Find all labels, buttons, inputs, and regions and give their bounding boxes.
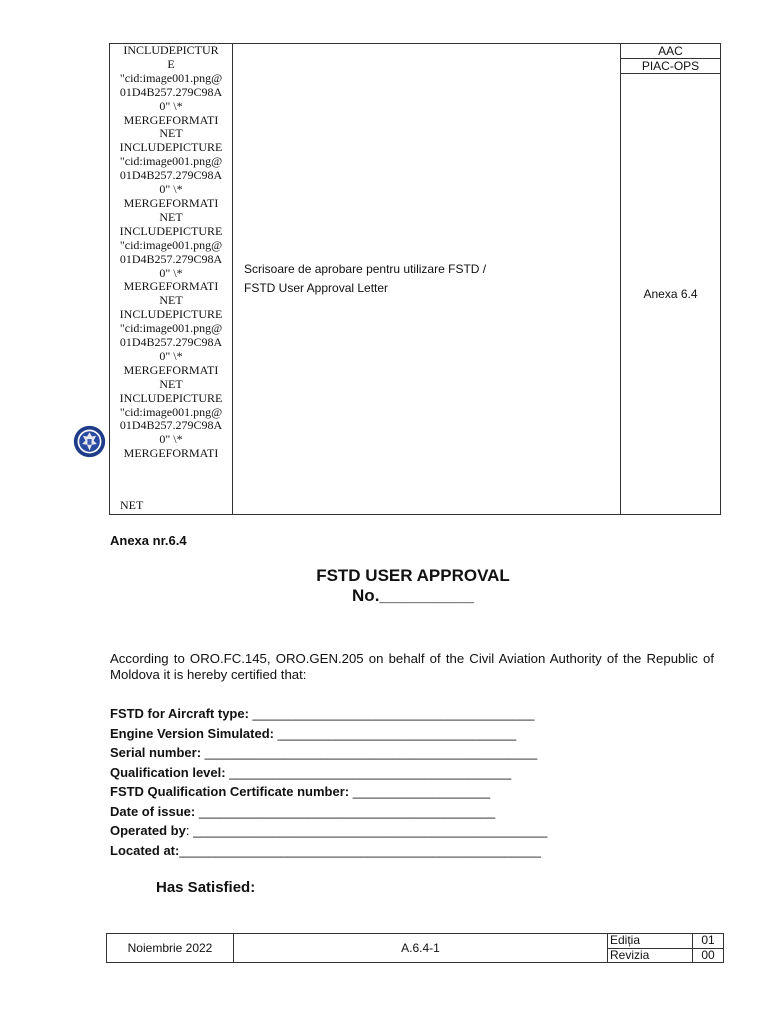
document-title-cell	[233, 44, 621, 515]
org-code: AAC	[621, 44, 721, 59]
intro-paragraph: According to ORO.FC.145, ORO.GEN.205 on behalf of the Civil Aviation Authority of the Republic of Moldova it is hereby certified that:	[110, 651, 714, 682]
field-located-at: Located at:__________________________________________________	[110, 842, 541, 858]
footer-page-code: A.6.4-1	[234, 934, 608, 963]
document-title-en: FSTD User Approval Letter	[244, 281, 389, 295]
footer-revision-value: 00	[693, 948, 724, 963]
approval-title: FSTD USER APPROVAL	[316, 566, 510, 585]
field-qualification-level: Qualification level: _______________________________________	[110, 764, 512, 780]
footer-revision-label: Revizia	[608, 948, 693, 963]
aac-seal-icon	[73, 425, 106, 458]
footer-date: Noiembrie 2022	[107, 934, 234, 963]
document-header-table	[109, 43, 721, 515]
annex-number: Anexa 6.4	[621, 74, 721, 515]
logo-cell	[110, 44, 233, 515]
field-date-of-issue: Date of issue: _________________________________________	[110, 803, 496, 819]
field-aircraft-type: FSTD for Aircraft type: _______________________________________	[110, 706, 535, 721]
field-operated-by: Operated by: _________________________________________________	[110, 823, 548, 838]
footer-edition-value: 01	[693, 934, 724, 949]
field-certificate-number: FSTD Qualification Certificate number: ___________________	[110, 784, 491, 799]
field-serial-number: Serial number: ______________________________________________	[110, 745, 538, 760]
document-footer-table	[106, 933, 724, 963]
approval-number-line: No.__________	[352, 586, 474, 605]
logo-placeholder-text: INCLUDEPICTUR E "cid:image001.png@ 01D4B257.279C98A 0" \* MERGEFORMATI NET INCLUDEPICTURE "cid:image001.png@ 01D4B257.279C98A 0" \* MERGEFORMATI NET INCLUDEPICTURE "cid:image001.png@ 01D4B257.279C98A 0" \* MERGEFORMATI NET INCLUDEPICTURE "cid:image001.png@ 01D4B257.279C98A 0" \* MERGEFORMATI NET INCLUDEPICTURE "cid:image001.png@ 01D4B257.279C98A 0" \* MERGEFORMATI	[119, 43, 223, 461]
footer-edition-label: Ediția	[608, 934, 693, 949]
dept-code: PIAC-OPS	[621, 59, 721, 74]
annex-label: Anexa nr.6.4	[110, 533, 187, 548]
page-title	[0, 566, 770, 606]
approval-fields	[110, 704, 590, 860]
field-engine-version: Engine Version Simulated: _________________________________	[110, 725, 517, 741]
logo-placeholder-last-line: NET	[120, 498, 144, 513]
document-title-ro: Scrisoare de aprobare pentru utilizare FSTD /	[244, 262, 487, 276]
has-satisfied-heading: Has Satisfied:	[156, 879, 256, 896]
